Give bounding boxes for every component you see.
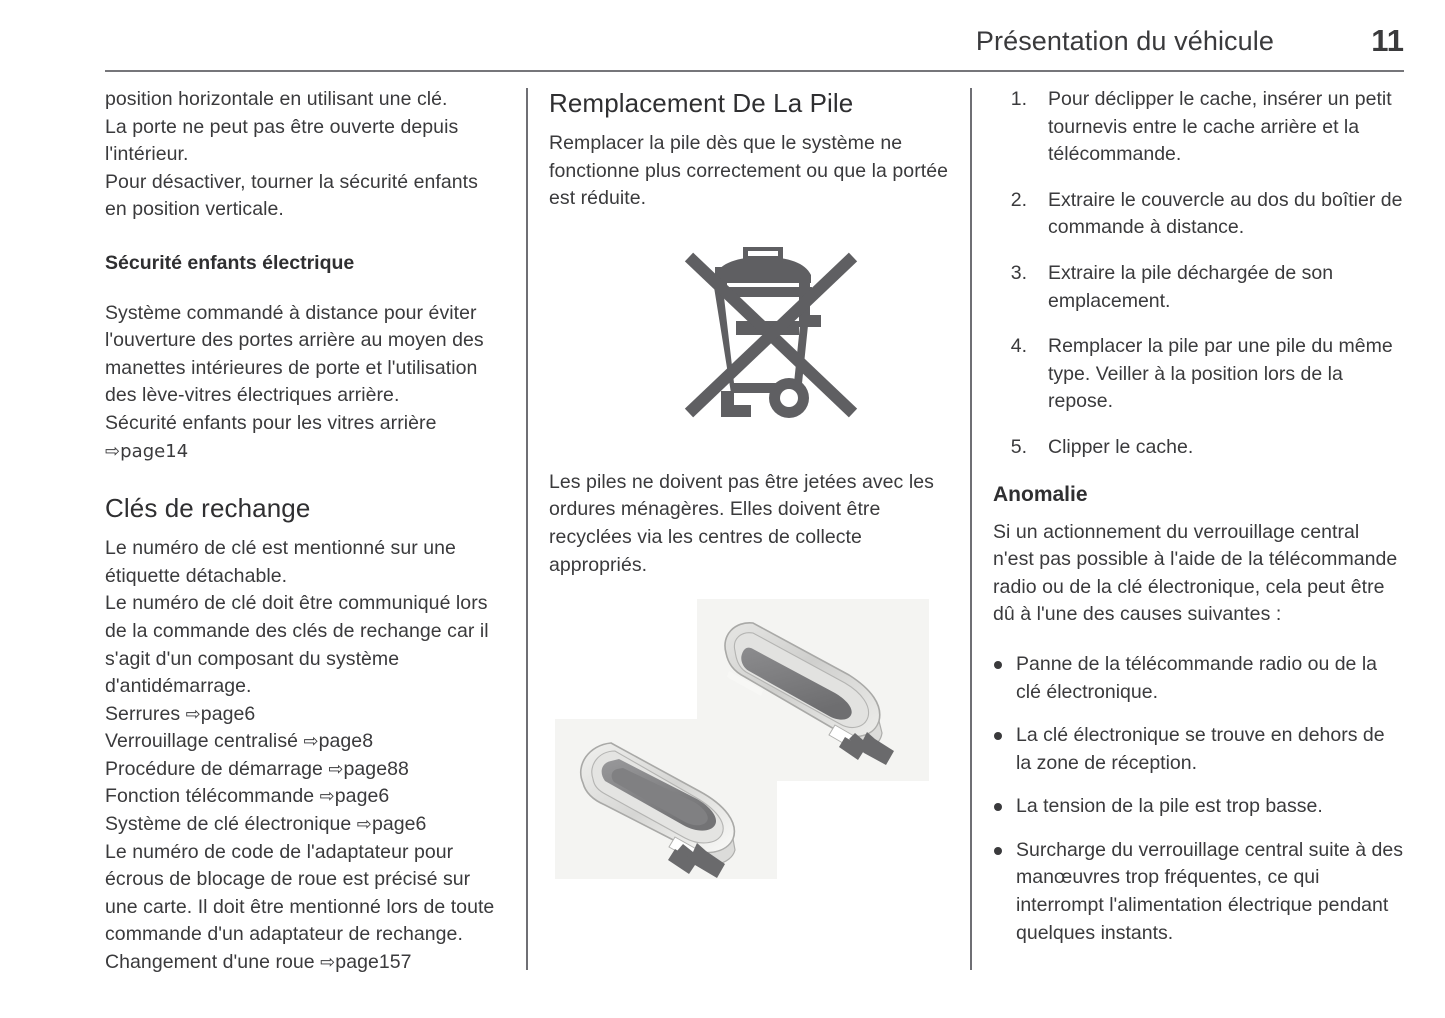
paragraph-piles-recyclage: Les piles ne doivent pas être jetées avec les ordures ménagères. Elles doivent être recyclées via les centres de collecte appropriés. (549, 470, 934, 576)
xref-target: page88 (343, 757, 409, 780)
list-item (993, 837, 1405, 947)
paragraph-securite-vitres (105, 410, 505, 438)
paragraph-remplacer-la-pile: Remplacer la pile dès que le système ne fonctionne plus correctement ou que la portée est réduite. (549, 132, 949, 210)
paragraph-numero-adaptateur: Le numéro de code de l'adaptateur pour écrous de blocage de roue est précisé sur une carte. Il doit être mentionné lors de toute commande d'un adaptateur de rechange. (105, 840, 495, 946)
list-item (993, 260, 1405, 315)
xref-arrow-icon: ⇨ (319, 786, 335, 808)
key-fob-battery-cover-illustration (549, 593, 949, 883)
subheading-securite-enfants-electrique: Sécurité enfants électrique (105, 251, 355, 274)
cause-text: Panne de la télécommande radio ou de la clé électronique. (1016, 652, 1377, 703)
page-body (0, 86, 1445, 986)
xref-target: page157 (335, 951, 412, 974)
xref-label: Fonction télécommande (105, 785, 315, 808)
page-title: Présentation du véhicule (975, 26, 1274, 56)
step-number: 1. (1010, 88, 1027, 110)
xref-target: page6 (371, 813, 427, 836)
xref-fonction-telecommande[interactable] (105, 783, 505, 811)
paragraph-desactiver: Pour désactiver, tourner la sécurité enfants en position verticale. (105, 170, 478, 221)
bullet-icon (994, 803, 1002, 811)
paragraph-systeme-commande: Système commandé à distance pour éviter l'ouverture des portes arrière au moyen des manettes intérieures de porte et l'utilisation des lève-vitres électriques arrière. (105, 301, 484, 407)
xref-arrow-icon: ⇨ (356, 814, 372, 836)
cause-text: Surcharge du verrouillage central suite à des manœuvres trop fréquentes, ce qui interrompt l'alimentation électrique pendant quelques instants. (1016, 838, 1403, 944)
xref-label: Verrouillage centralisé (105, 730, 299, 753)
list-item (993, 722, 1405, 777)
heading-cles-de-rechange: Clés de rechange (105, 493, 311, 524)
cause-text: La tension de la pile est trop basse. (1016, 795, 1323, 818)
page-header (105, 23, 1404, 68)
xref-target: page6 (334, 785, 390, 808)
xref-arrow-icon: ⇨ (303, 731, 319, 753)
figure-key-fob (549, 593, 949, 883)
battery-replacement-steps (993, 86, 1405, 462)
bullet-icon (994, 732, 1002, 740)
heading-anomalie: Anomalie (993, 482, 1088, 506)
cause-text: La clé électronique se trouve en dehors de la zone de réception. (1016, 724, 1385, 774)
list-item (993, 187, 1405, 242)
step-text: Clipper le cache. (1048, 435, 1194, 458)
paragraph-position-horizontale: position horizontale en utilisant une clé. (105, 88, 448, 110)
heading-remplacement-de-la-pile: Remplacement De La Pile (549, 88, 854, 118)
page-number: 11 (1371, 23, 1404, 58)
step-number: 5. (1010, 435, 1027, 458)
list-item (993, 333, 1405, 416)
list-item (993, 793, 1405, 821)
paragraph-anomalie: Si un actionnement du verrouillage central n'est pas possible à l'aide de la télécommande radio ou de la clé électronique, cela peut être dû à l'une des causes suivantes : (993, 520, 1398, 626)
step-text: Extraire le couvercle au dos du boîtier de commande à distance. (1048, 188, 1403, 239)
xref-arrow-icon: ⇨ (185, 703, 201, 725)
xref-label: Procédure de démarrage (105, 757, 323, 780)
column-separator-1 (526, 88, 528, 970)
xref-verrouillage-centralise[interactable] (105, 728, 505, 756)
list-item (993, 651, 1405, 706)
column-right (993, 86, 1405, 947)
column-middle (549, 86, 949, 883)
paragraph-numero-communique: Le numéro de clé doit être communiqué lors de la commande des clés de rechange car il s'agit d'un composant du système d'antidémarrage. (105, 592, 489, 698)
xref-serrures[interactable] (105, 701, 505, 729)
xref-target: page8 (318, 730, 374, 753)
step-text: Remplacer la pile par une pile du même type. Veiller à la position lors de la repose. (1048, 335, 1393, 413)
step-number: 4. (1010, 335, 1027, 358)
xref-label-securite-vitres: Sécurité enfants pour les vitres arrière (105, 411, 437, 434)
column-separator-2 (970, 88, 972, 970)
xref-arrow-icon: ⇨ (320, 952, 336, 974)
xref-securite-vitres (105, 438, 505, 466)
xref-label: Système de clé électronique (105, 813, 352, 836)
step-number: 2. (1010, 188, 1027, 211)
column-left (105, 86, 505, 977)
list-item (993, 434, 1405, 462)
step-text: Pour déclipper le cache, insérer un petit tournevis entre le cache arrière et la télécommande. (1048, 88, 1392, 166)
xref-arrow-icon[interactable]: ⇨page14 (105, 440, 189, 462)
paragraph-porte-ouverte: La porte ne peut pas être ouverte depuis l'intérieur. (105, 115, 459, 166)
crossed-out-wheelie-bin-icon (681, 243, 861, 428)
xref-target: page6 (200, 702, 256, 725)
bullet-icon (994, 847, 1002, 855)
header-divider (105, 70, 1404, 72)
bullet-icon (994, 661, 1002, 669)
step-text: Extraire la pile déchargée de son emplacement. (1048, 261, 1334, 312)
xref-systeme-cle-electronique[interactable] (105, 811, 505, 839)
xref-label: Changement d'une roue (105, 951, 315, 974)
xref-changement-roue[interactable] (105, 949, 505, 977)
paragraph-numero-de-cle: Le numéro de clé est mentionné sur une étiquette détachable. (105, 537, 456, 587)
xref-procedure-demarrage[interactable] (105, 756, 505, 784)
figure-weee-symbol (549, 243, 949, 443)
xref-arrow-icon: ⇨ (328, 758, 344, 780)
anomaly-causes-list (993, 651, 1405, 947)
xref-label: Serrures (105, 702, 181, 725)
step-number: 3. (1010, 261, 1027, 284)
list-item (993, 86, 1405, 169)
